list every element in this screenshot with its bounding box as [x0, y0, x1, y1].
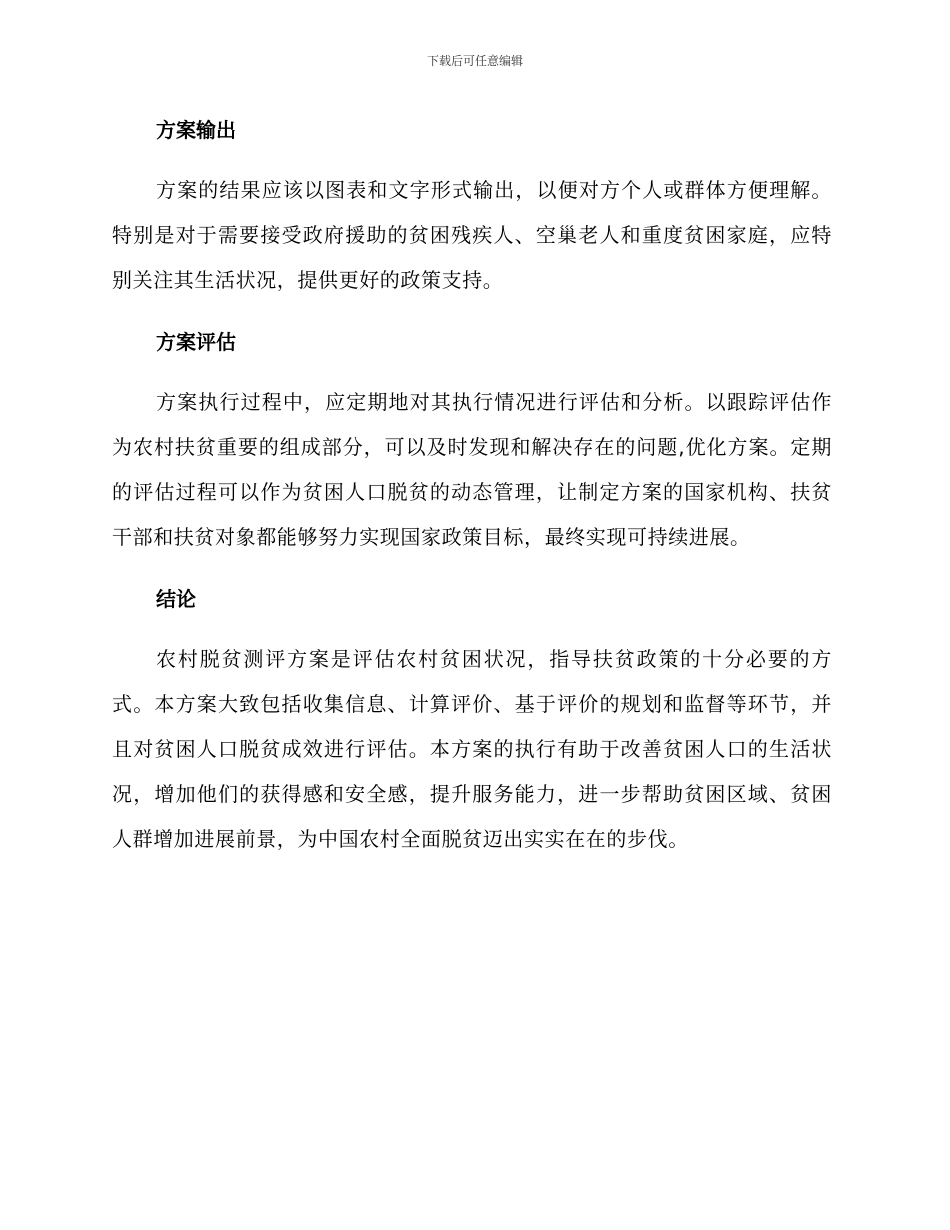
page-header-note: 下载后可任意编辑	[426, 54, 523, 68]
document-body	[112, 112, 832, 862]
section-heading-conclusion: 结论	[156, 587, 196, 611]
section-paragraph-output: 方案的结果应该以图表和文字形式输出，以便对方个人或群体方便理解。特别是对于需要接受政府援助的贫困残疾人、空巢老人和重度贫困家庭，应特别关注其生活状况，提供更好的政策支持。	[112, 178, 832, 292]
section-heading-evaluation: 方案评估	[156, 330, 236, 354]
section-heading-output: 方案输出	[156, 118, 236, 142]
section-paragraph-conclusion: 农村脱贫测评方案是评估农村贫困状况，指导扶贫政策的十分必要的方式。本方案大致包括收集信息、计算评价、基于评价的规划和监督等环节，并且对贫困人口脱贫成效进行评估。本方案的执行有助于改善贫困人口的生活状况，增加他们的获得感和安全感，提升服务能力，进一步帮助贫困区域、贫困人群增加进展前景，为中国农村全面脱贫迈出实实在在的步伐。	[112, 647, 832, 851]
section-paragraph-evaluation: 方案执行过程中，应定期地对其执行情况进行评估和分析。以跟踪评估作为农村扶贫重要的组成部分，可以及时发现和解决存在的问题,优化方案。定期的评估过程可以作为贫困人口脱贫的动态管理，让制定方案的国家机构、扶贫干部和扶贫对象都能够努力实现国家政策目标，最终实现可持续进展。	[112, 390, 832, 549]
